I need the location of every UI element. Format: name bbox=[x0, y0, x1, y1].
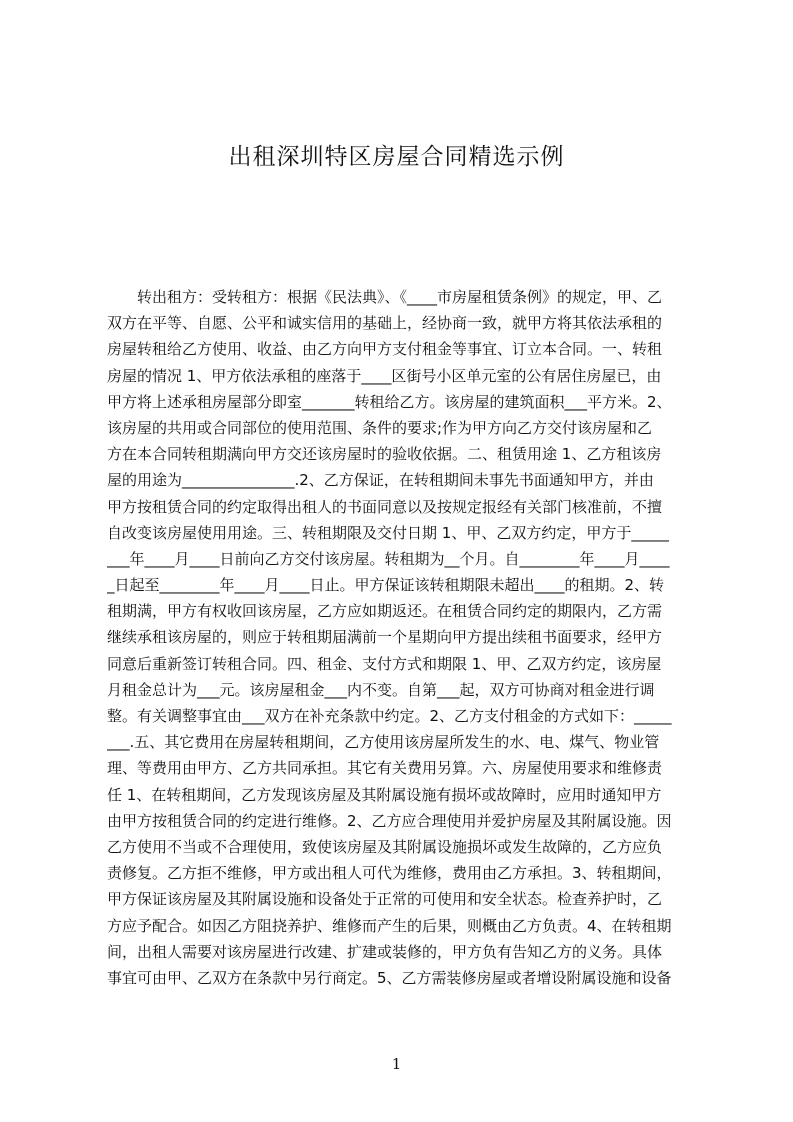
body-line: ___年____月____日前向乙方交付该房屋。转租期为__个月。自________年____月____ bbox=[107, 549, 670, 568]
body-line: 月租金总计为___元。该房屋租金___内不变。自第___起，双方可协商对租金进行调 bbox=[107, 680, 655, 699]
body-line: 房屋转租给乙方使用、收益、由乙方向甲方支付租金等事宜、订立本合同。一、转租 bbox=[107, 340, 663, 359]
body-line: 间，出租人需要对该房屋进行改建、扩建或装修的，甲方负有告知乙方的义务。具体 bbox=[107, 942, 663, 961]
body-line: 责修复。乙方拒不维修，甲方或出租人可代为维修，费用由乙方承担。3、转租期间， bbox=[107, 864, 672, 883]
body-line: 屋的用途为_______________.2、乙方保证，在转租期间未事先书面通知甲方，并由 bbox=[107, 471, 654, 490]
body-line: 转出租方：受转租方：根据《民法典》、《____市房屋租赁条例》的规定，甲、乙 bbox=[137, 288, 663, 306]
page-number: 1 bbox=[391, 1055, 402, 1073]
body-line: 甲方按租赁合同的约定取得出租人的书面同意以及按规定报经有关部门核准前，不擅 bbox=[107, 497, 663, 516]
document-title: 出租深圳特区房屋合同精选示例 bbox=[228, 144, 565, 170]
body-line: 整。有关调整事宜由___双方在补充条款中约定。2、乙方支付租金的方式如下：_____ bbox=[107, 707, 672, 725]
body-line: 任 1、在转租期间，乙方发现该房屋及其附属设施有损坏或故障时，应用时通知甲方 bbox=[107, 785, 662, 804]
body-line: 甲方保证该房屋及其附属设施和设备处于正常的可使用和安全状态。检查养护时，乙 bbox=[107, 890, 663, 909]
body-line: 继续承租该房屋的，则应于转租期届满前一个星期向甲方提出续租书面要求，经甲方 bbox=[107, 628, 663, 647]
body-line: 双方在平等、自愿、公平和诚实信用的基础上，经协商一致，就甲方将其依法承租的 bbox=[107, 314, 663, 333]
body-line: 理、等费用由甲方、乙方共同承担。其它有关费用另算。六、房屋使用要求和维修责 bbox=[107, 759, 663, 778]
body-line: 租期满，甲方有权收回该房屋，乙方应如期返还。在租赁合同约定的期限内，乙方需 bbox=[107, 602, 663, 621]
body-line: 方应予配合。如因乙方阻挠养护、维修而产生的后果，则概由乙方负责。4、在转租期 bbox=[107, 916, 672, 935]
body-line: 事宜可由甲、乙双方在条款中另行商定。5、乙方需装修房屋或者增设附属设施和设备 bbox=[107, 968, 672, 987]
body-line: 同意后重新签订转租合同。四、租金、支付方式和期限 1、甲、乙双方约定，该房屋 bbox=[107, 654, 662, 673]
body-line: 方在本合同转租期满向甲方交还该房屋时的验收依据。二、租赁用途 1、乙方租该房 bbox=[107, 445, 662, 464]
contract-body bbox=[107, 284, 697, 1014]
body-line: 该房屋的共用或合同部位的使用范围、条件的要求;作为甲方向乙方交付该房屋和乙 bbox=[107, 418, 653, 437]
body-line: _日起至________年____月____日止。甲方保证该转租期限未超出____的租期。2、转 bbox=[107, 576, 665, 595]
body-line: 房屋的情况 1、甲方依法承租的座落于____区街号小区单元室的公有居住房屋已，由 bbox=[107, 366, 662, 385]
body-line: 乙方使用不当或不合理使用，致使该房屋及其附属设施损坏或发生故障的，乙方应负 bbox=[107, 837, 663, 856]
body-line: 自改变该房屋使用用途。三、转租期限及交付日期 1、甲、乙双方约定，甲方于_____ bbox=[107, 523, 669, 542]
body-line: 由甲方按租赁合同的约定进行维修。2、乙方应合理使用并爱护房屋及其附属设施。因 bbox=[107, 811, 672, 830]
body-line: ___.五、其它费用在房屋转租期间，乙方使用该房屋所发生的水、电、煤气、物业管 bbox=[107, 733, 660, 752]
body-line: 甲方将上述承租房屋部分即室_______转租给乙方。该房屋的建筑面积___平方米。2、 bbox=[107, 392, 672, 411]
